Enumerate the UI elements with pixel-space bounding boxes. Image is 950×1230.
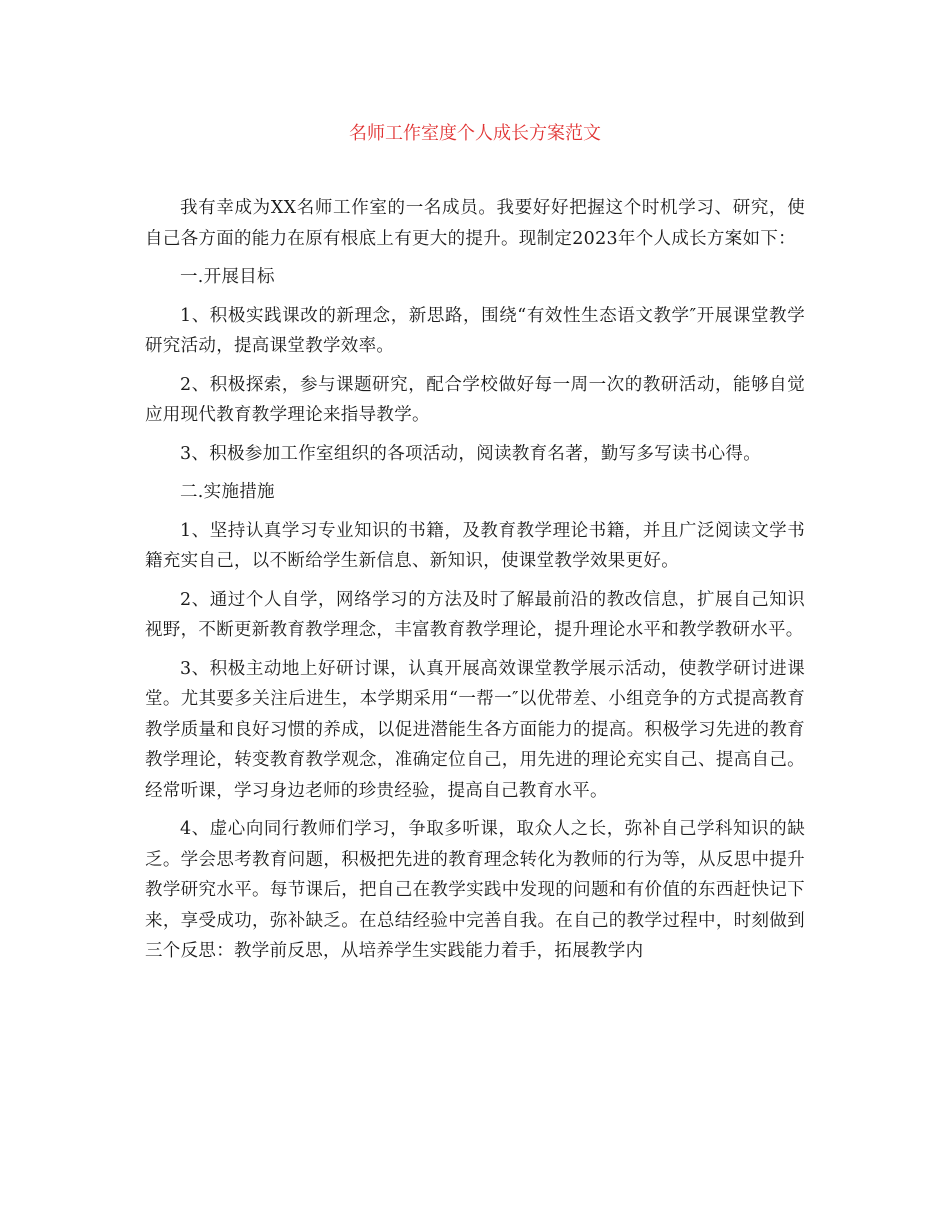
document-title: 名师工作室度个人成长方案范文 [349,123,601,144]
goal-item-2: 2、积极探索，参与课题研究，配合学校做好每一周一次的教研活动，能够自觉应用现代教育教学理论来指导教学。 [145,374,805,425]
measure-item-4: 4、虚心向同行教师们学习，争取多听课，取众人之长，弥补自己学科知识的缺乏。学会思考教育问题，积极把先进的教育理念转化为教师的行为等，从反思中提升教学研究水平。每节课后，把自己在教学实践中发现的问题和有价值的东西赶快记下来，享受成功，弥补缺乏。在总结经验中完善自我。在自己的教学过程中，时刻做到三个反思：教学前反思，从培养学生实践能力着手，拓展教学内 [145,819,805,961]
measure-item-2: 2、通过个人自学，网络学习的方法及时了解最前沿的教改信息，扩展自己知识视野，不断更新教育教学理念，丰富教育教学理论，提升理论水平和教学教研水平。 [145,589,805,640]
intro-paragraph: 我有幸成为XX名师工作室的一名成员。我要好好把握这个时机学习、研究，使自己各方面的能力在原有根底上有更大的提升。现制定2023年个人成长方案如下： [145,198,805,249]
document-body [145,193,805,975]
section-heading-goals: 一.开展目标 [180,267,275,287]
goal-item-1: 1、积极实践课改的新理念，新思路，围绕“有效性生态语文教学″开展课堂教学研究活动，提高课堂教学效率。 [145,305,805,356]
goal-item-3: 3、积极参加工作室组织的各项活动，阅读教育名著，勤写多写读书心得。 [180,443,762,464]
section-heading-measures: 二.实施措施 [180,482,275,502]
measure-item-3: 3、积极主动地上好研讨课，认真开展高效课堂教学展示活动，使教学研讨进课堂。尤其要多关注后进生，本学期采用“一帮一″以优带差、小组竞争的方式提高教育教学质量和良好习惯的养成，以促进潜能生各方面能力的提高。积极学习先进的教育教学理论，转变教育教学观念，准确定位自己，用先进的理论充实自己、提高自己。经常听课，学习身边老师的珍贵经验，提高自己教育水平。 [145,658,805,801]
measure-item-1: 1、坚持认真学习专业知识的书籍，及教育教学理论书籍，并且广泛阅读文学书籍充实自己，以不断给学生新信息、新知识，使课堂教学效果更好。 [145,520,805,571]
